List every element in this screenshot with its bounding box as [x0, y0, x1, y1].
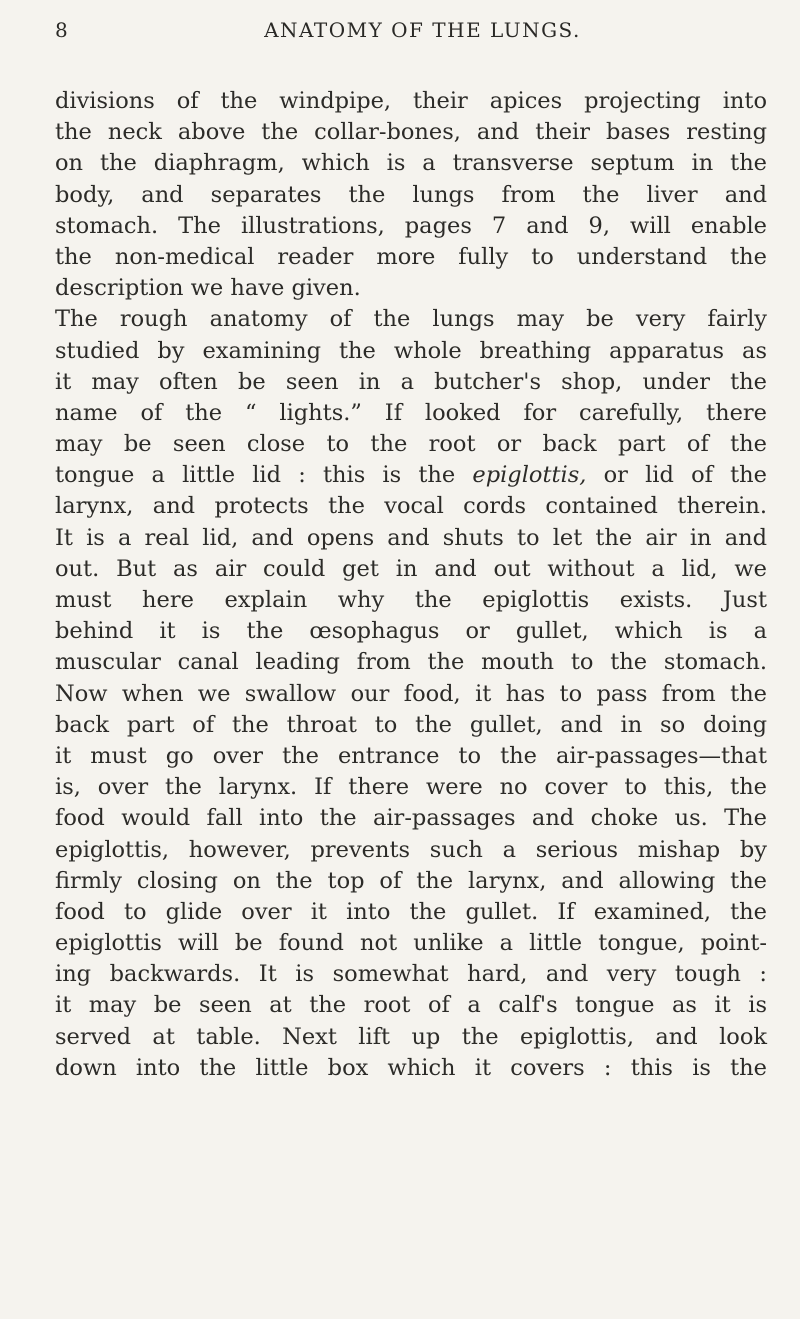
text-line: served at table. Next lift up the epiglottis, and look — [55, 1023, 767, 1050]
text-line: body, and separates the lungs from the liver and — [55, 181, 767, 208]
text-line: back part of the throat to the gullet, and in so doing — [55, 711, 767, 738]
body-text — [55, 86, 767, 1084]
text-line: food would fall into the air-passages and choke us. The — [55, 805, 767, 832]
text-line: on the diaphragm, which is a transverse septum in the — [55, 150, 767, 177]
text-line: is, over the larynx. If there were no cover to this, the — [55, 774, 767, 801]
text-line: epiglottis, however, prevents such a serious mishap by — [55, 836, 767, 863]
text-line: it may often be seen in a butcher's shop, under the — [55, 368, 767, 395]
text-line: may be seen close to the root or back part of the — [55, 431, 767, 458]
text-line: Now when we swallow our food, it has to pass from the — [55, 680, 767, 707]
text-fragment: tongue a little lid : this is the — [55, 462, 473, 489]
text-line: it may be seen at the root of a calf's tongue as it is — [55, 992, 767, 1019]
page-number: 8 — [55, 18, 69, 42]
text-line: behind it is the œsophagus or gullet, which is a — [55, 618, 767, 645]
running-head: ANATOMY OF THE LUNGS. — [264, 18, 581, 42]
text-line-with-term — [55, 460, 767, 491]
page-header — [55, 10, 760, 50]
text-line: description we have given. — [55, 275, 361, 302]
text-line: stomach. The illustrations, pages 7 and 9, will enable — [55, 212, 767, 239]
text-line: ing backwards. It is somewhat hard, and very tough : — [55, 961, 767, 988]
text-line: divisions of the windpipe, their apices projecting into — [55, 88, 767, 114]
italic-term: epiglottis, — [472, 462, 587, 489]
text-line: studied by examining the whole breathing apparatus as — [55, 337, 767, 364]
text-line: the non-medical reader more fully to understand the — [55, 243, 767, 270]
text-line: down into the little box which it covers : this is the — [55, 1054, 767, 1081]
text-line: firmly closing on the top of the larynx, and allowing the — [55, 867, 767, 894]
text-line: must here explain why the epiglottis exists. Just — [55, 587, 767, 613]
text-line: muscular canal leading from the mouth to the stomach. — [55, 649, 767, 676]
text-line: epiglottis will be found not unlike a little tongue, point- — [55, 930, 767, 957]
text-line: It is a real lid, and opens and shuts to let the air in and — [55, 524, 767, 551]
text-fragment: or lid of the — [586, 462, 767, 489]
text-line: it must go over the entrance to the air-passages—that — [55, 742, 767, 769]
text-line: the neck above the collar-bones, and their bases resting — [55, 119, 767, 146]
text-line: name of the “ lights.” If looked for carefully, there — [55, 399, 767, 426]
text-line: larynx, and protects the vocal cords contained therein. — [55, 493, 767, 520]
text-line: food to glide over it into the gullet. If examined, the — [55, 898, 767, 925]
text-line: The rough anatomy of the lungs may be very fairly — [55, 306, 767, 333]
text-line: out. But as air could get in and out without a lid, we — [55, 555, 767, 582]
